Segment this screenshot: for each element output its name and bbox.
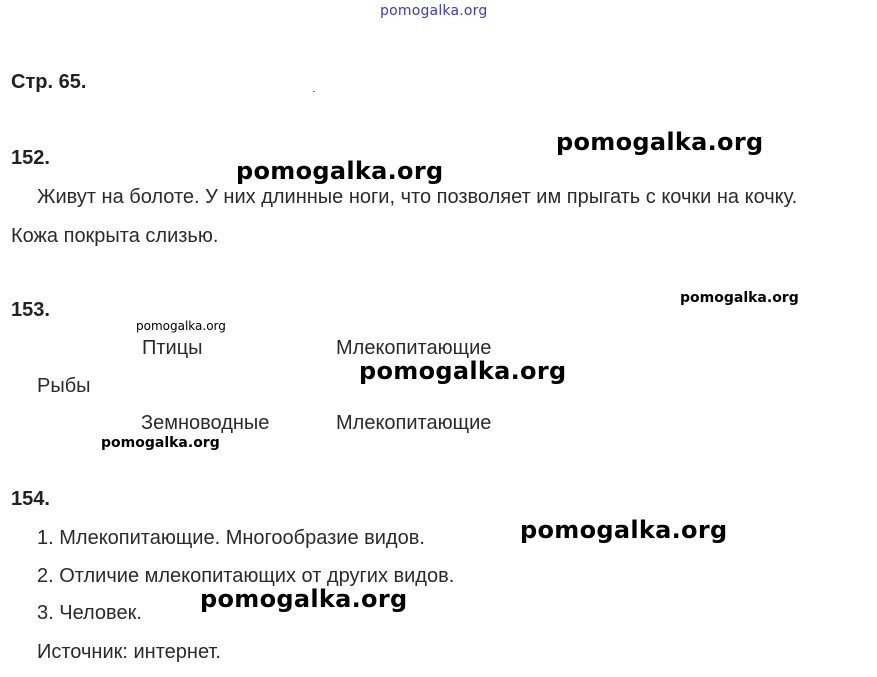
watermark: pomogalka.org: [680, 290, 799, 306]
animal-group-birds: Птицы: [142, 337, 203, 359]
watermark: pomogalka.org: [200, 585, 408, 613]
animal-group-mammals-bottom: Млекопитающие: [336, 412, 492, 434]
plan-item-3: 3. Человек.: [37, 602, 142, 624]
task-154-number: 154.: [11, 488, 50, 510]
watermark: pomogalka.org: [236, 157, 444, 185]
task-152-line-2: Кожа покрыта слизью.: [11, 225, 219, 247]
watermark: pomogalka.org: [136, 319, 226, 333]
animal-group-amphibians: Земноводные: [141, 412, 270, 434]
plan-item-2: 2. Отличие млекопитающих от других видов.: [37, 565, 455, 587]
task-152-number: 152.: [11, 147, 50, 169]
animal-group-fish: Рыбы: [37, 375, 91, 397]
watermark: pomogalka.org: [520, 516, 728, 544]
watermark: pomogalka.org: [359, 357, 567, 385]
watermark: pomogalka.org: [556, 128, 764, 156]
task-153-number: 153.: [11, 299, 50, 321]
page-title: Стр. 65.: [11, 71, 87, 93]
scan-speck: [313, 91, 315, 92]
animal-group-mammals-top: Млекопитающие: [336, 337, 492, 359]
task-152-line-1: Живут на болоте. У них длинные ноги, что позволяет им прыгать с кочки на кочку.: [37, 186, 798, 208]
watermark: pomogalka.org: [101, 435, 220, 451]
source-note: Источник: интернет.: [37, 641, 221, 663]
header-watermark: pomogalka.org: [380, 3, 488, 19]
plan-item-1: 1. Млекопитающие. Многообразие видов.: [37, 527, 425, 549]
